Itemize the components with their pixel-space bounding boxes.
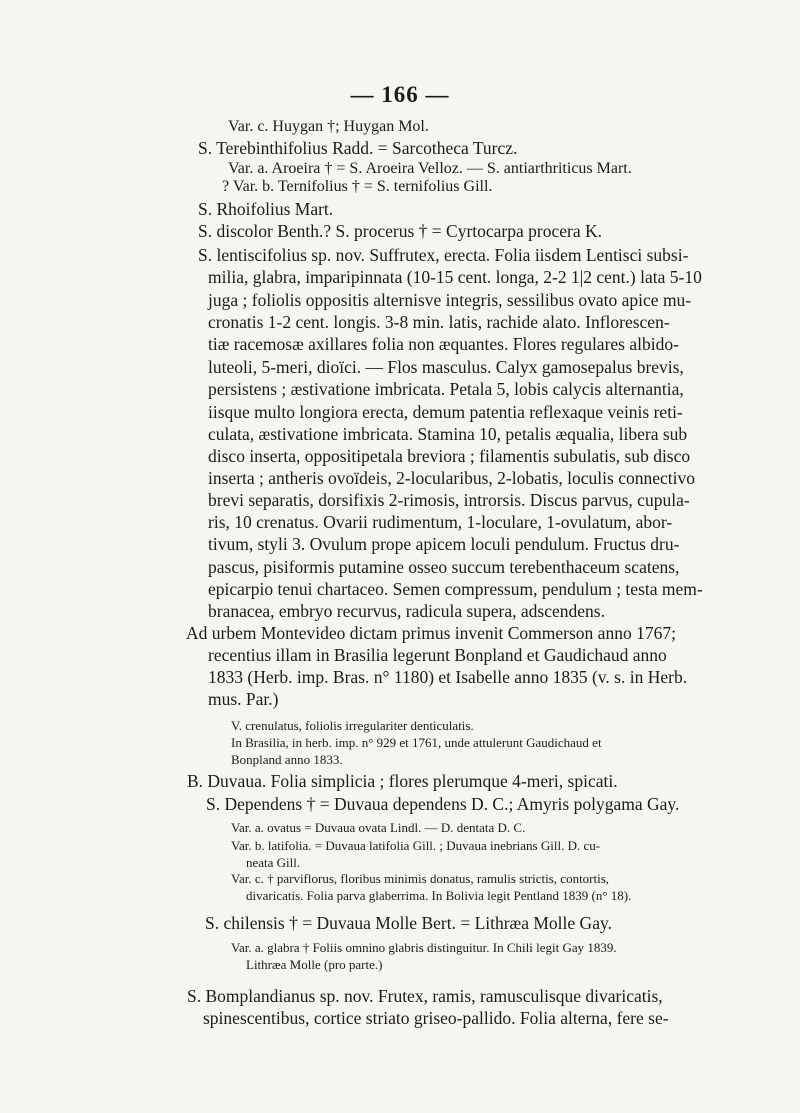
text-line: V. crenulatus, foliolis irregulariter denticulatis. [231,718,474,733]
text-line: recentius illam in Brasilia legerunt Bonpland et Gaudichaud anno [208,645,667,665]
text-line: disco inserta, oppositipetala breviora ; filamentis subulatis, sub disco [208,446,691,466]
text-line: S. discolor Benth.? S. procerus † = Cyrtocarpa procera K. [198,221,602,241]
text-line: Ad urbem Montevideo dictam primus invenit Commerson anno 1767; [186,623,676,643]
text-line: juga ; foliolis oppositis alternisve integris, sessilibus ovato apice mu- [208,290,692,310]
text-line: Var. a. ovatus = Duvaua ovata Lindl. — D. dentata D. C. [231,820,526,835]
text-line: Var. c. † parviflorus, floribus minimis donatus, ramulis strictis, contortis, [231,871,610,886]
text-line: pascus, pisiformis putamine osseo succum terebenthaceum scatens, [208,557,680,577]
text-line: milia, glabra, imparipinnata (10-15 cent. longa, 2-2 1|2 cent.) lata 5-10 [208,267,702,287]
text-line: S. chilensis † = Duvaua Molle Bert. = Lithræa Molle Gay. [205,913,612,933]
text-line: culata, æstivatione imbricata. Stamina 10, petalis æqualia, libera sub [208,424,688,444]
text-line: S. Rhoifolius Mart. [198,199,334,219]
text-line: tiæ racemosæ axillares folia non æquantes. Flores regulares albido- [208,334,679,354]
text-line: divaricatis. Folia parva glaberrima. In Bolivia legit Pentland 1839 (n° 18). [246,888,632,903]
text-line: S. Bomplandianus sp. nov. Frutex, ramis, ramusculisque divaricatis, [187,986,663,1006]
text-line: brevi separatis, dorsifixis 2-rimosis, introrsis. Discus parvus, cupula- [208,490,690,510]
text-line: Var. c. Huygan †; Huygan Mol. [228,118,429,135]
text-line: neata Gill. [246,855,301,870]
text-line: luteoli, 5-meri, dioïci. — Flos masculus. Calyx gamosepalus brevis, [208,357,684,377]
text-line: tivum, styli 3. Ovulum prope apicem loculi pendulum. Fructus dru- [208,534,680,554]
text-line: Bonpland anno 1833. [231,752,343,767]
text-line: S. Terebinthifolius Radd. = Sarcotheca Turcz. [198,138,518,158]
text-line: spinescentibus, cortice striato griseo-pallido. Folia alterna, fere se- [203,1008,669,1028]
text-line: Var. b. latifolia. = Duvaua latifolia Gill. ; Duvaua inebrians Gill. D. cu- [231,838,601,853]
text-line: inserta ; antheris ovoïdeis, 2-locularibus, 2-lobatis, loculis connectivo [208,468,695,488]
text-line: mus. Par.) [208,689,279,709]
text-line: iisque multo longiora erecta, demum patentia reflexaque veinis reti- [208,402,683,422]
text-line: S. lentiscifolius sp. nov. Suffrutex, erecta. Folia iisdem Lentisci subsi- [198,245,689,265]
text-line: In Brasilia, in herb. imp. n° 929 et 1761, unde attulerunt Gaudichaud et [231,735,602,750]
text-line: S. Dependens † = Duvaua dependens D. C.; Amyris polygama Gay. [206,794,680,814]
text-line: 1833 (Herb. imp. Bras. n° 1180) et Isabelle anno 1835 (v. s. in Herb. [208,667,688,687]
text-line: ? Var. b. Ternifolius † = S. ternifolius Gill. [222,178,493,195]
page-number: — 166 — [350,82,450,107]
text-line: Lithræa Molle (pro parte.) [246,957,383,972]
text-line: Var. a. Aroeira † = S. Aroeira Velloz. — S. antiarthriticus Mart. [228,160,632,177]
text-line: branacea, embryo recurvus, radicula supera, adscendens. [208,601,605,621]
text-line: B. Duvaua. Folia simplicia ; flores plerumque 4-meri, spicati. [187,771,618,791]
text-line: persistens ; æstivatione imbricata. Petala 5, lobis calycis alternantia, [208,379,684,399]
text-line: Var. a. glabra † Foliis omnino glabris distinguitur. In Chili legit Gay 1839. [231,940,617,955]
text-line: ris, 10 crenatus. Ovarii rudimentum, 1-loculare, 1-ovulatum, abor- [208,512,673,532]
text-line: epicarpio tenui chartaceo. Semen compressum, pendulum ; testa mem- [208,579,703,599]
text-line: cronatis 1-2 cent. longis. 3-8 min. latis, rachide alato. Inflorescen- [208,312,670,332]
